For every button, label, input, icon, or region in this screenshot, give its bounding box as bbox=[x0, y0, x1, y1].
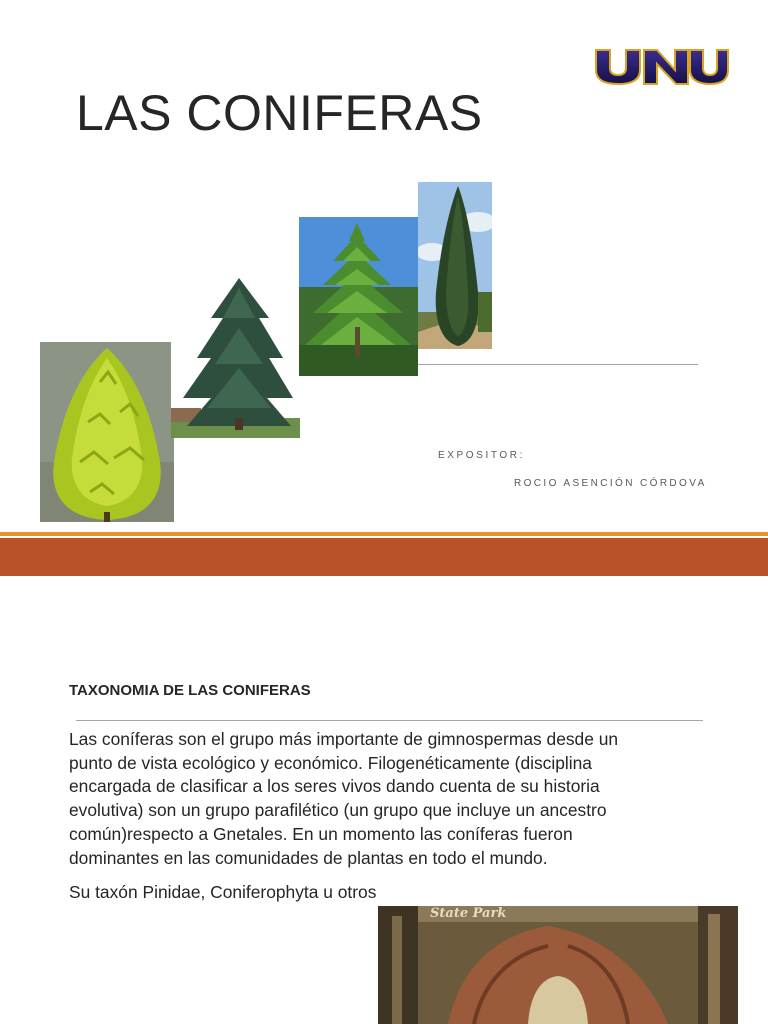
accent-bar-orange bbox=[0, 532, 768, 536]
fir-tree-photo bbox=[171, 268, 300, 438]
cypress-tree-photo bbox=[418, 182, 492, 349]
araucaria-tree-photo bbox=[299, 217, 418, 376]
slide-title: LAS CONIFERAS bbox=[76, 85, 483, 141]
slide-2 bbox=[0, 576, 768, 1024]
body-paragraph: Las coníferas son el grupo más importante de gimnospermas desde un punto de vista ecológico y económico. Filogenéticamente (disciplina encargada de clasificar a los seres vivos dando cuenta de su historia evolutiva) son un grupo parafilético (un grupo que incluye un ancestro común)respecto a Gnetales. En un momento las coníferas fueron dominantes en las comunidades de plantas en todo el mundo. bbox=[69, 729, 619, 868]
thuja-tree-photo bbox=[40, 342, 174, 522]
sequoia-tunnel-photo bbox=[378, 906, 738, 1024]
heading-divider bbox=[76, 720, 703, 721]
university-logo bbox=[592, 46, 730, 86]
section-heading: TAXONOMIA DE LAS CONIFERAS bbox=[69, 682, 311, 699]
title-divider bbox=[418, 364, 698, 365]
expositor-name: ROCIO ASENCIÓN CÓRDOVA bbox=[514, 478, 707, 489]
photo-caption: State Park bbox=[430, 906, 507, 921]
accent-bar-rust bbox=[0, 538, 768, 576]
expositor-label: EXPOSITOR: bbox=[438, 450, 525, 461]
body-paragraph-2: Su taxón Pinidae, Coniferophyta u otros bbox=[69, 882, 377, 902]
